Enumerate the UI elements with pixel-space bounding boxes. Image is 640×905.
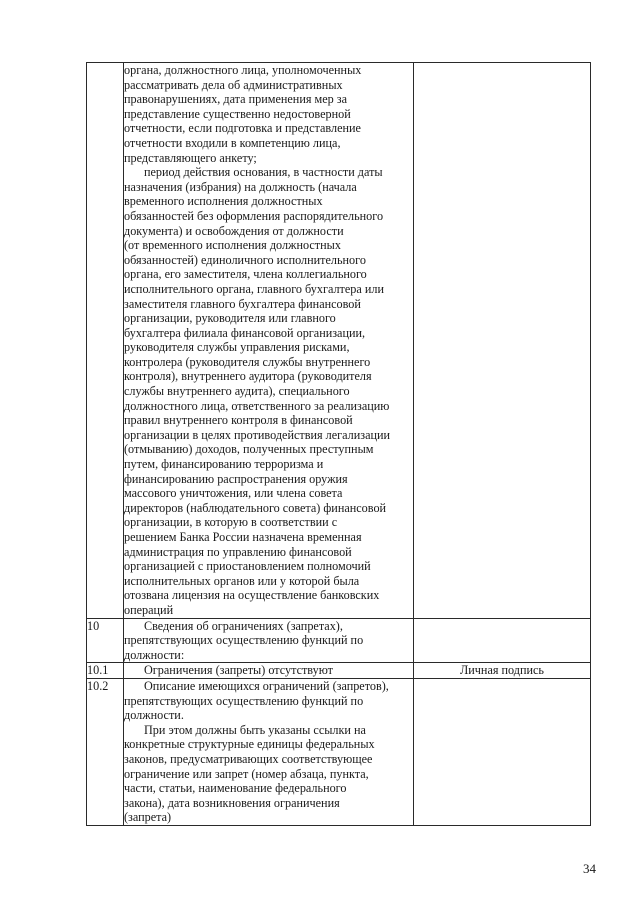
text-line: организацией с приостановлением полномочий [124, 559, 371, 574]
questionnaire-table [86, 62, 591, 826]
text-line: администрация по управлению финансовой [124, 544, 352, 559]
text-line: заместителя главного бухгалтера финансовой [124, 296, 361, 311]
text-line: временного исполнения должностных [124, 194, 323, 209]
text-line: закона), дата возникновения ограничения [124, 795, 340, 810]
text-line: должности: [124, 647, 185, 662]
table-row [87, 618, 591, 663]
text-line: Сведения об ограничениях (запретах), [144, 618, 343, 633]
text-line: назначения (избрания) на должность (начала [124, 179, 357, 194]
text-line: путем, финансированию терроризма и [124, 457, 324, 472]
text-line: должности. [124, 708, 184, 723]
page-number: 34 [583, 861, 596, 876]
text-line: должностного лица, ответственного за реализацию [124, 398, 390, 413]
text-line: период действия основания, в частности даты [144, 165, 383, 180]
item-description-cell [124, 618, 414, 663]
text-line: бухгалтера филиала финансовой организации, [124, 325, 366, 340]
text-line: ограничение или запрет (номер абзаца, пункта, [124, 766, 369, 781]
item-description-cell [124, 678, 414, 825]
text-line: препятствующих осуществлению функций по [124, 633, 364, 648]
text-line: решением Банка России назначена временная [124, 530, 362, 544]
signature-cell: Личная подпись [414, 663, 591, 679]
text-line: операций [124, 602, 174, 617]
table-row [87, 63, 591, 619]
text-line: органа, его заместителя, члена коллегиального [124, 267, 367, 282]
text-line: организации, в которую в соответствии с [124, 515, 338, 530]
text-line: директоров (наблюдательного совета) финансовой [124, 500, 387, 515]
text-line: исполнительных органов или у которой была [124, 573, 360, 588]
item-description-cell [124, 663, 414, 679]
table-row [87, 663, 591, 679]
item-number-cell [87, 63, 124, 619]
text-line: обязанностей) единоличного исполнительного [124, 252, 366, 267]
text-line: законов, предусматривающих соответствующее [124, 751, 373, 766]
text-line: Ограничения (запреты) отсутствуют [144, 663, 334, 678]
text-line: рассматривать дела об административных [124, 77, 343, 92]
text-line: представляющего анкету; [124, 150, 257, 165]
text-line: правонарушениях, дата применения мер за [124, 92, 347, 107]
text-line: отчетности входили в компетенцию лица, [124, 135, 341, 150]
signature-cell [414, 618, 591, 663]
item-number-cell: 10.1 [87, 663, 124, 679]
text-line: (отмыванию) доходов, полученных преступным [124, 442, 374, 457]
text-line: обязанностей без оформления распорядительного [124, 208, 384, 223]
text-line: массового уничтожения, или члена совета [124, 486, 343, 501]
text-line: организации в целях противодействия легализации [124, 427, 391, 442]
text-line: препятствующих осуществлению функций по [124, 693, 364, 708]
text-line: части, статьи, наименование федерального [124, 781, 347, 796]
text-line: службы внутреннего аудита), специального [124, 384, 350, 399]
item-description-cell [124, 63, 414, 619]
text-line: (от временного исполнения должностных [124, 238, 341, 253]
signature-cell [414, 678, 591, 825]
text-line: органа, должностного лица, уполномоченных [124, 63, 362, 77]
text-line: конкретные структурные единицы федеральных [124, 737, 375, 752]
text-line: представление существенно недостоверной [124, 106, 351, 121]
text-line: документа) и освобождения от должности [124, 223, 344, 238]
text-line: (запрета) [124, 810, 172, 825]
text-line: Описание имеющихся ограничений (запретов), [144, 678, 389, 693]
text-line: правил внутреннего контроля в финансовой [124, 413, 353, 428]
item-number-cell: 10.2 [87, 678, 124, 825]
text-line: При этом должны быть указаны ссылки на [144, 722, 366, 737]
text-line: отозвана лицензия на осуществление банковских [124, 588, 380, 603]
text-line: финансированию распространения оружия [124, 471, 348, 486]
text-line: организации, руководителя или главного [124, 311, 336, 326]
text-line: контролера (руководителя службы внутреннего [124, 354, 371, 369]
text-line: контроля), внутреннего аудитора (руководителя [124, 369, 372, 384]
signature-cell [414, 63, 591, 619]
table-row [87, 678, 591, 825]
text-line: исполнительного органа, главного бухгалтера или [124, 281, 384, 296]
text-line: отчетности, если подготовка и представление [124, 121, 361, 136]
text-line: руководителя службы управления рисками, [124, 340, 350, 355]
item-number-cell: 10 [87, 618, 124, 663]
